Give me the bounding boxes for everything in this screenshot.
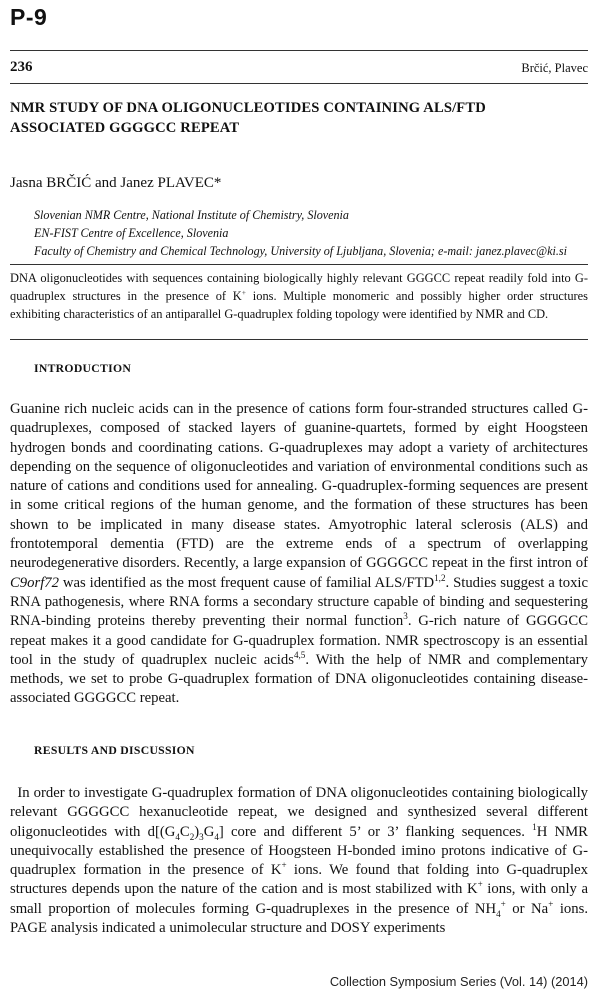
authors: Jasna BRČIĆ and Janez PLAVEC*: [10, 175, 222, 191]
section-heading-introduction: INTRODUCTION: [34, 362, 132, 375]
section-heading-results: RESULTS AND DISCUSSION: [34, 744, 195, 757]
abstract-rule-top: [10, 264, 588, 265]
affiliation-1: Slovenian NMR Centre, National Institute of Chemistry, Slovenia: [34, 208, 349, 222]
header-rule-lower: [10, 83, 588, 84]
footer-series: Collection Symposium Series (Vol. 14) (2014): [329, 974, 588, 989]
results-text: In order to investigate G-quadruplex formation of DNA oligonucleotides containing biologically relevant GGGGCC hexanucleotide repeat, we designed and synthesized several different oligonucleotides with $d[(G_4C_2)_3G_4]$ core and different 5’ or 3’ flanking sequences. $^1$H NMR unequivocally established the presence of Hoogsteen H-bonded imino protons indicative of G-quadruplex formation in the presence of K+ ions. We found that folding into G-quadruplex structures depends upon the nature of the cation and is most stabilized with K+ ions, with only a small proportion of molecules forming G-quadruplexes in the presence of $NH_4^+$ or Na+ ions. PAGE analysis indicated a unimolecular structure and DOSY experiments: [10, 785, 589, 937]
introduction-text: Guanine rich nucleic acids can in the presence of cations form four-stranded structures called G-quadruplexes, composed of stacked layers of guanine-quartets, formed by eight Hoogsteen hydrogen bonds and coordinating cations. G-quadruplexes may adopt a variety of architectures depending on the sequence of oligonucleotides and variation of environmental conditions such as nature of cations and conditions used for annealing. G-quadruplex-forming sequences are present in some critical regions of the human genome, and the formation of these structures has been shown to be implicated in many disease states. Amyotrophic lateral sclerosis (ALS) and frontotemporal dementia (FTD) are the extreme ends of a spectrum of overlapping neurodegenerative disorders. Recently, a large expansion of GGGGCC repeat in the first intron of C9orf72 was identified as the most frequent cause of familial ALS/FTD$^{1,2}$. Studies suggest a toxic RNA pathogenesis, where RNA forms a secondary structure capable of binding and sequestering RNA-binding proteins thereby preventing their normal function$^3$. G-rich nature of GGGGCC repeat makes it a good candidate for G-quadruplex formation. NMR spectroscopy is an essential tool in the study of quadruplex nucleic acids$^{4,5}$. With the help of NMR and complementary methods, we set to probe G-quadruplex formation of DNA oligonucleotides containing disease-associated GGGGCC repeat.: [10, 401, 589, 707]
page-code: P-9: [10, 4, 48, 30]
abstract-rule-bottom: [10, 339, 588, 340]
gene-name: C9orf72: [10, 574, 59, 591]
abstract: DNA oligonucleotides with sequences containing biologically highly relevant GGGCC repeat readily fold into G-quadruplex structures in the presence of K+ ions. Multiple monomeric and possibly higher order structures exhibiting characteristics of an antiparallel G-quadruplex folding topology were identified by NMR and CD.: [10, 271, 588, 321]
header-rule: [10, 50, 588, 51]
affiliation-3: Faculty of Chemistry and Chemical Technology, University of Ljubljana, Slovenia; e-mail: janez.plavec@ki.si: [34, 244, 567, 258]
affiliation-2: EN-FIST Centre of Excellence, Slovenia: [34, 226, 229, 240]
page-number: 236: [10, 59, 33, 75]
running-head: Brčić, Plavec: [521, 61, 588, 75]
article-title: NMR STUDY OF DNA OLIGONUCLEOTIDES CONTAINING ALS/FTD ASSOCIATED GGGGCC REPEAT: [10, 100, 486, 136]
